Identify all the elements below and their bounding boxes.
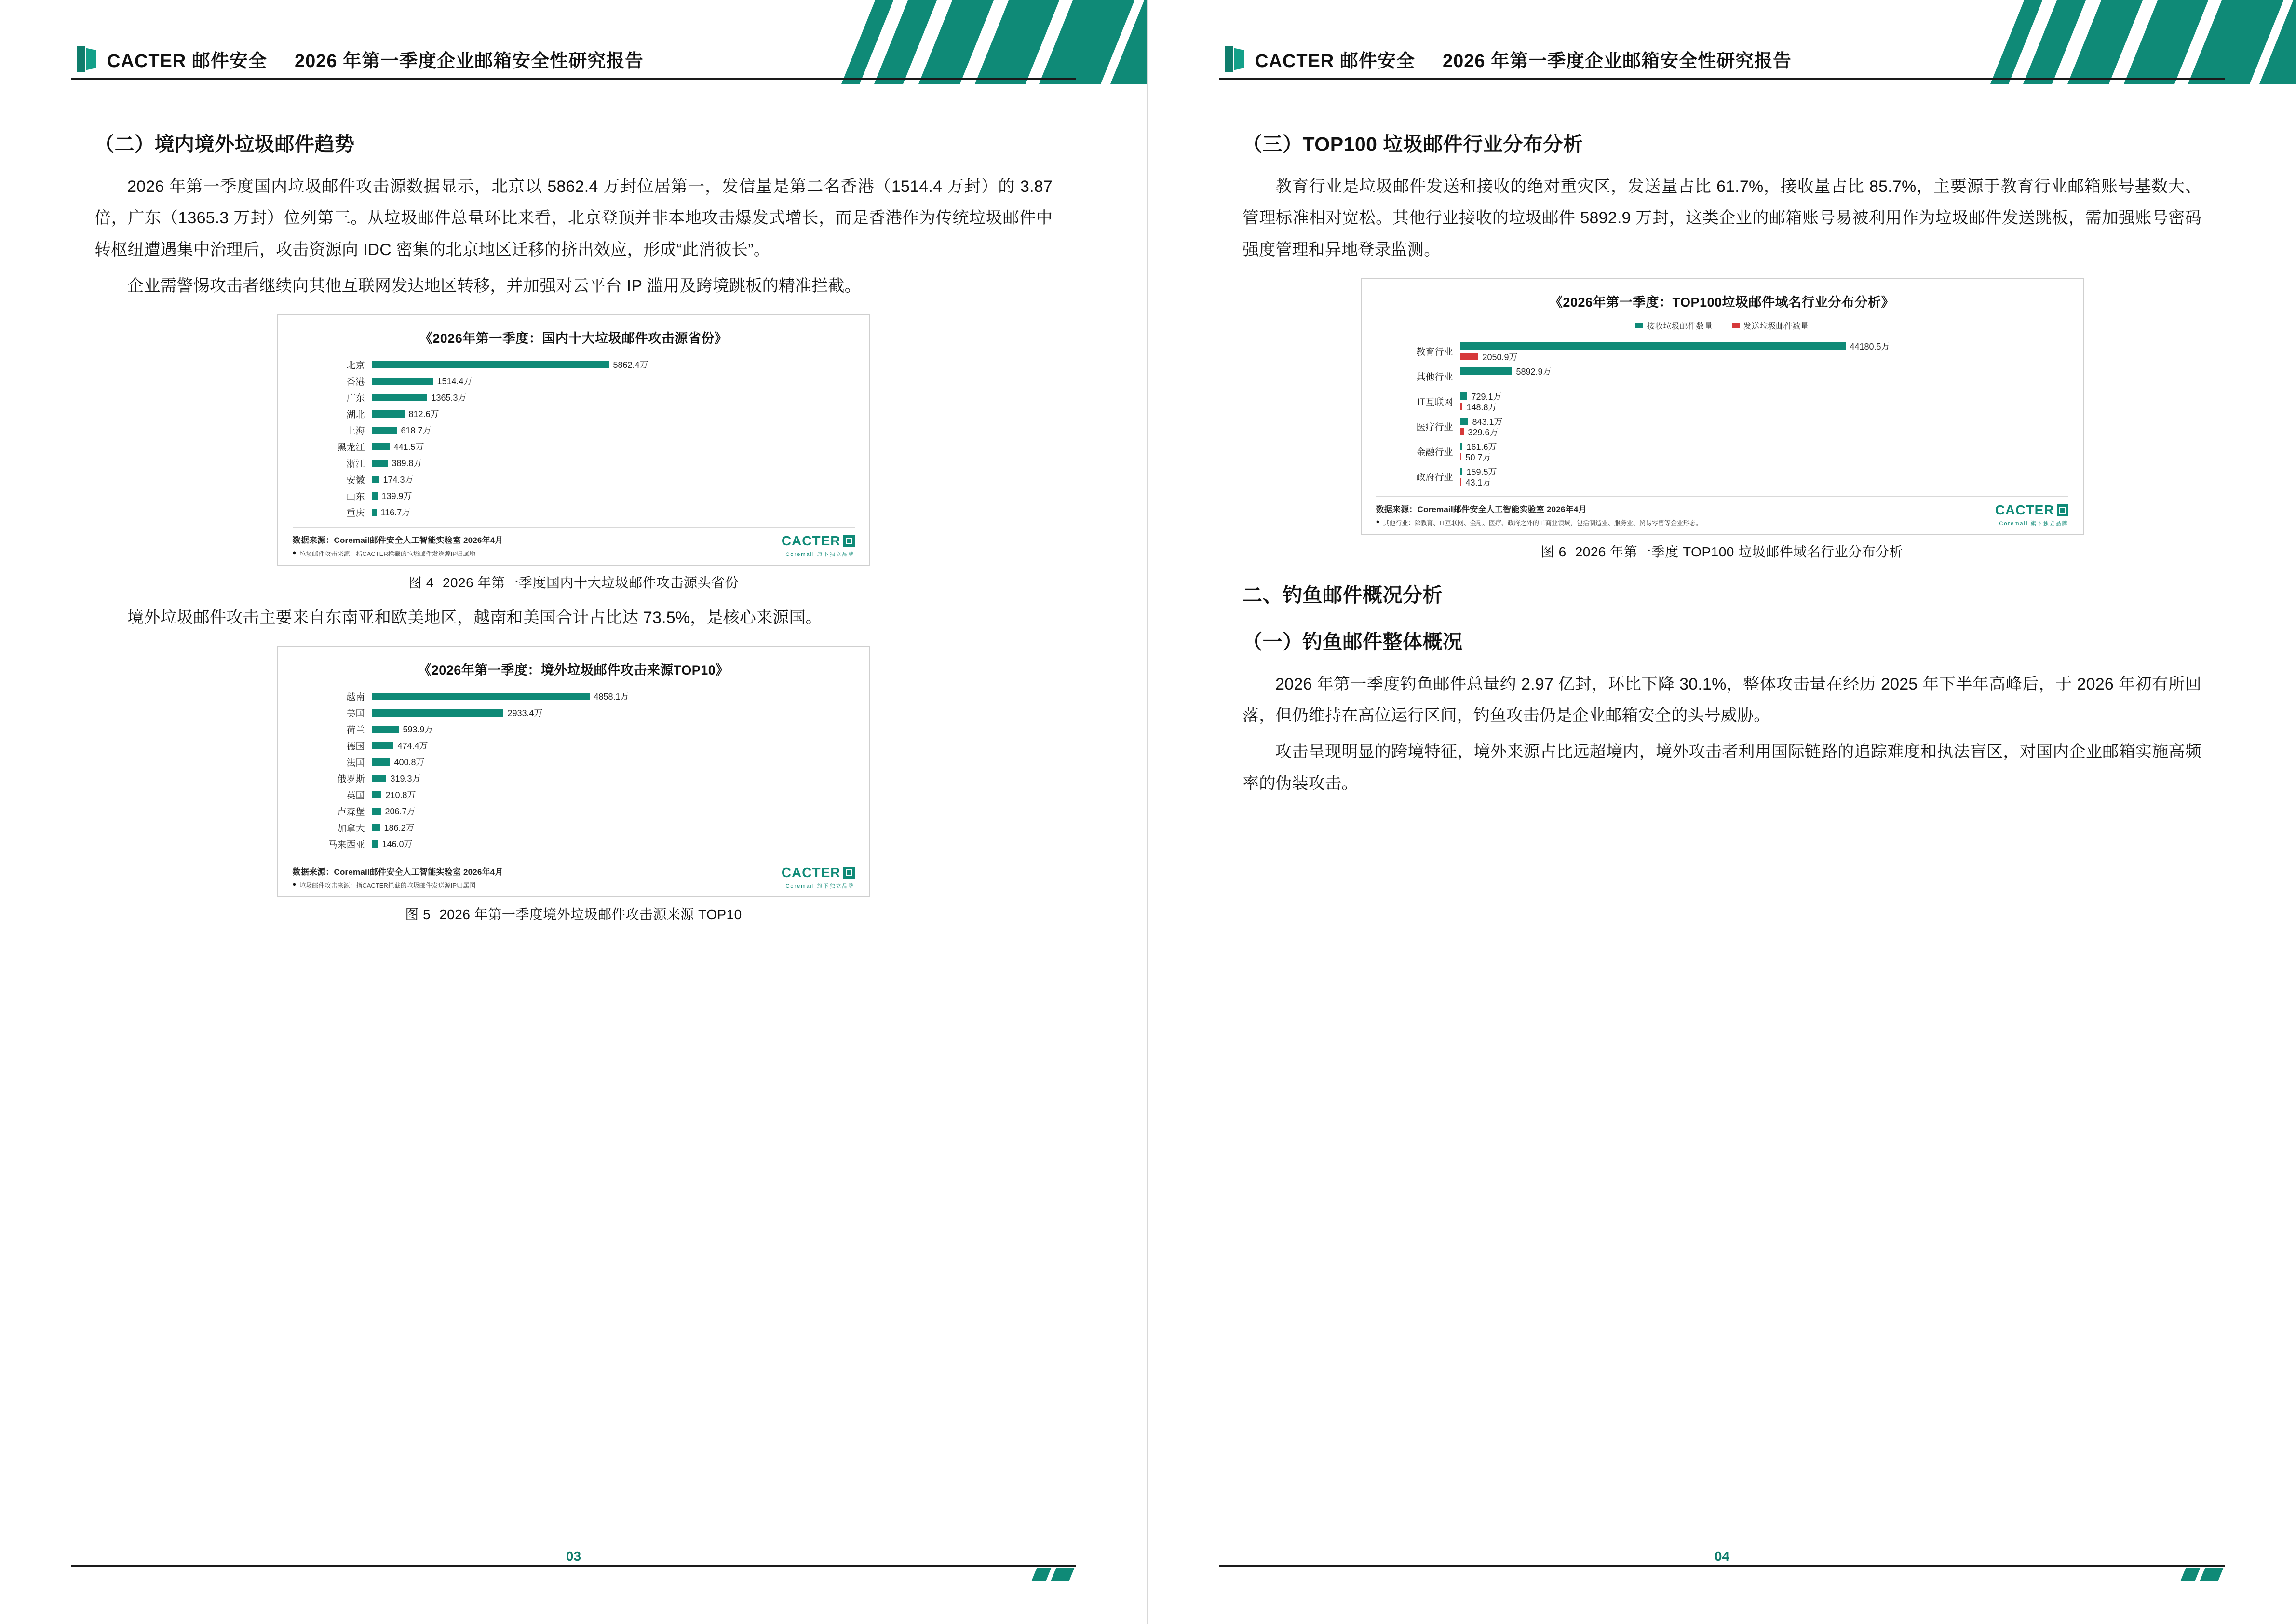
chart-row bbox=[293, 438, 855, 455]
figure-5-chart bbox=[277, 646, 870, 897]
header-divider bbox=[1219, 78, 2225, 80]
bar-value: 389.8万 bbox=[392, 459, 422, 469]
bar-value: 159.5万 bbox=[1466, 467, 1497, 477]
bar-value: 474.4万 bbox=[397, 741, 428, 751]
figure-4-caption: 图 4 2026 年第一季度国内十大垃圾邮件攻击源头省份 bbox=[408, 575, 739, 591]
brand-box-icon bbox=[2057, 504, 2068, 516]
chart-row bbox=[1376, 339, 2068, 364]
figure-4-chart bbox=[277, 314, 870, 566]
brand-subtitle: Coremail 旗下独立品牌 bbox=[785, 552, 855, 558]
chart-row bbox=[293, 770, 855, 786]
legend-item-send: 发送垃圾邮件数量 bbox=[1732, 319, 1809, 331]
chart-row bbox=[293, 786, 855, 803]
cacter-logo-icon bbox=[77, 46, 96, 72]
figure-6-legend bbox=[1376, 319, 2068, 331]
bar-label: 上海 bbox=[346, 426, 365, 436]
figure-6-chart bbox=[1361, 278, 2084, 535]
footer-divider bbox=[71, 1565, 1076, 1567]
chart-row bbox=[293, 356, 855, 373]
chart-row bbox=[293, 836, 855, 852]
footer-decoration bbox=[2170, 1568, 2228, 1581]
chart-row bbox=[293, 721, 855, 737]
bar-label: 香港 bbox=[346, 377, 365, 387]
header-brand: CACTER 邮件安全 bbox=[107, 51, 267, 71]
figure-5-bars bbox=[293, 687, 855, 852]
brand-subtitle: Coremail 旗下独立品牌 bbox=[1999, 520, 2068, 527]
bar-label: 俄罗斯 bbox=[337, 774, 365, 785]
brand-box-icon bbox=[843, 867, 855, 879]
page-header-right bbox=[1148, 0, 2296, 130]
figure-4-source: 数据来源：Coremail邮件安全人工智能实验室 2026年4月 bbox=[292, 536, 503, 545]
chart-row bbox=[293, 471, 855, 487]
bar-value: 812.6万 bbox=[408, 409, 439, 420]
chart-row bbox=[293, 803, 855, 819]
bar-label: 黑龙江 bbox=[337, 442, 365, 453]
bar-label: 荷兰 bbox=[346, 725, 365, 735]
page-number-left: 03 bbox=[566, 1549, 581, 1564]
section-title-spam-trend: （二）境内境外垃圾邮件趋势 bbox=[95, 133, 355, 155]
brand-subtitle: Coremail 旗下独立品牌 bbox=[785, 883, 855, 890]
chart-row bbox=[293, 819, 855, 836]
bar-label: 安徽 bbox=[346, 475, 365, 486]
header-report-title: 2026 年第一季度企业邮箱安全性研究报告 bbox=[295, 51, 644, 71]
chart-row bbox=[293, 704, 855, 721]
page-content-right bbox=[1243, 121, 2201, 1513]
chart-row bbox=[293, 406, 855, 422]
page-header-left bbox=[0, 0, 1147, 130]
footer-divider bbox=[1219, 1565, 2225, 1567]
figure-4-title: 《2026年第一季度：国内十大垃圾邮件攻击源省份》 bbox=[419, 331, 728, 346]
paragraph-phishing-1: 2026 年第一季度钓鱼邮件总量约 2.97 亿封，环比下降 30.1%，整体攻击量在经历 2025 年下半年高峰后，于 2026 年初有所回落，但仍维持在高位运行区间，钓鱼攻击仍是企业邮箱安全的头号威胁。 bbox=[1243, 675, 2201, 725]
bar-value: 146.0万 bbox=[382, 839, 413, 850]
bar-value: 1365.3万 bbox=[431, 393, 467, 403]
figure-6-caption: 图 6 2026 年第一季度 TOP100 垃圾邮件域名行业分布分析 bbox=[1540, 544, 1904, 559]
chart-row bbox=[293, 389, 855, 406]
page-number-right: 04 bbox=[1714, 1549, 1730, 1564]
figure-5-brand bbox=[782, 864, 855, 890]
bar-value: 5892.9万 bbox=[1516, 366, 1552, 377]
brand-box-icon bbox=[843, 535, 855, 547]
bar-label: 卢森堡 bbox=[337, 807, 365, 817]
legend-swatch-icon bbox=[1635, 323, 1643, 328]
figure-6-brand bbox=[1995, 501, 2068, 527]
paragraph-overseas-spam: 境外垃圾邮件攻击主要来自东南亚和欧美地区，越南和美国合计占比达 73.5%，是核心来源国。 bbox=[127, 609, 822, 627]
paragraph-spam-warning: 企业需警惕攻击者继续向其他互联网发达地区转移，并加强对云平台 IP 滥用及跨境跳板的精准拦截。 bbox=[127, 276, 861, 295]
bar-value: 210.8万 bbox=[385, 790, 416, 800]
section-title-phishing-overview: （一）钓鱼邮件整体概况 bbox=[1243, 630, 1463, 653]
section-title-phishing: 二、钓鱼邮件概况分析 bbox=[1243, 583, 1443, 606]
bar-label: 金融行业 bbox=[1416, 447, 1453, 458]
bar-label: 浙江 bbox=[346, 459, 365, 469]
chart-row bbox=[1376, 464, 2068, 489]
page-content-left bbox=[95, 121, 1053, 1513]
bar-value: 43.1万 bbox=[1465, 477, 1491, 487]
bar-label: 教育行业 bbox=[1416, 347, 1453, 358]
bar-value: 2050.9万 bbox=[1482, 352, 1518, 362]
bar-value: 593.9万 bbox=[403, 725, 433, 735]
bullet-icon: ● bbox=[1376, 517, 1380, 525]
bar-label: 山东 bbox=[346, 491, 365, 502]
bar-label: 政府行业 bbox=[1416, 473, 1453, 483]
bar-value: 148.8万 bbox=[1466, 402, 1497, 412]
bar-label: 湖北 bbox=[346, 409, 365, 420]
figure-4-note: ● 垃圾邮件攻击来源：指CACTER拦截的垃圾邮件发送源IP归属地 bbox=[292, 549, 476, 558]
figure-5-title: 《2026年第一季度：境外垃圾邮件攻击来源TOP10》 bbox=[418, 663, 729, 678]
chart-row bbox=[293, 455, 855, 471]
header-decoration bbox=[660, 0, 1147, 84]
bar-label: 马来西亚 bbox=[328, 839, 365, 850]
figure-divider bbox=[1376, 496, 2068, 497]
chart-row bbox=[1376, 364, 2068, 389]
header-decoration bbox=[1809, 0, 2296, 84]
bar-label: 加拿大 bbox=[337, 823, 365, 834]
bar-label: 重庆 bbox=[346, 508, 365, 518]
figure-5-caption: 图 5 2026 年第一季度境外垃圾邮件攻击源来源 TOP10 bbox=[405, 907, 742, 922]
bar-label: 医疗行业 bbox=[1416, 422, 1453, 433]
bar-value: 139.9万 bbox=[381, 491, 412, 501]
footer-decoration bbox=[1021, 1568, 1079, 1581]
bar-label: 英国 bbox=[346, 790, 365, 801]
chart-row bbox=[293, 504, 855, 520]
paragraph-phishing-2: 攻击呈现明显的跨境特征，境外来源占比远超境内，境外攻击者利用国际链路的追踪难度和执法盲区，对国内企业邮箱实施高频率的伪装攻击。 bbox=[1243, 743, 2201, 793]
figure-6-source: 数据来源：Coremail邮件安全人工智能实验室 2026年4月 bbox=[1376, 504, 1587, 514]
chart-row bbox=[1376, 414, 2068, 439]
legend-swatch-icon bbox=[1732, 323, 1740, 328]
figure-6-note: ● 其他行业：除教育、IT互联网、金融、医疗、政府之外的工商业领域，包括制造业、服务业、贸易零售等企业形态。 bbox=[1376, 517, 1702, 527]
paragraph-industry: 教育行业是垃圾邮件发送和接收的绝对重灾区，发送量占比 61.7%，接收量占比 85.7%，主要源于教育行业邮箱账号基数大、管理标准相对宽松。其他行业接收的垃圾邮件 5892.9 万封，这类企业的邮箱账号易被利用作为垃圾邮件发送跳板，需加强账号密码强度管理和异地登录监测。 bbox=[1243, 177, 2201, 259]
bar-value: 729.1万 bbox=[1471, 392, 1502, 402]
page-footer-right bbox=[1219, 1549, 2225, 1578]
chart-row bbox=[293, 373, 855, 389]
bar-label: 越南 bbox=[346, 692, 365, 703]
bullet-icon: ● bbox=[292, 880, 297, 888]
bar-value: 161.6万 bbox=[1466, 442, 1497, 452]
legend-item-receive: 接收垃圾邮件数量 bbox=[1635, 319, 1713, 331]
bar-value: 329.6万 bbox=[1468, 427, 1499, 437]
bar-value: 206.7万 bbox=[385, 807, 416, 817]
figure-4-brand bbox=[782, 532, 855, 558]
figure-divider bbox=[293, 527, 855, 528]
figure-6-title: 《2026年第一季度：TOP100垃圾邮件域名行业分布分析》 bbox=[1549, 295, 1895, 310]
bar-label: IT互联网 bbox=[1417, 397, 1453, 408]
bar-label: 法国 bbox=[346, 758, 365, 768]
brand-name: CACTER bbox=[781, 533, 841, 549]
figure-5-source: 数据来源：Coremail邮件安全人工智能实验室 2026年4月 bbox=[292, 867, 503, 877]
bar-value: 843.1万 bbox=[1472, 417, 1503, 427]
cacter-logo-icon bbox=[1225, 46, 1244, 72]
chart-row bbox=[293, 688, 855, 704]
bar-label: 广东 bbox=[346, 393, 365, 404]
bar-value: 116.7万 bbox=[380, 508, 411, 518]
page-right bbox=[1148, 0, 2296, 1624]
chart-row bbox=[293, 487, 855, 504]
brand-name: CACTER bbox=[1995, 502, 2054, 517]
chart-row bbox=[293, 754, 855, 770]
bar-label: 其他行业 bbox=[1416, 372, 1453, 383]
bar-value: 4858.1万 bbox=[594, 692, 629, 702]
bar-value: 400.8万 bbox=[394, 758, 425, 768]
bar-value: 319.3万 bbox=[390, 774, 421, 784]
bar-label: 美国 bbox=[346, 708, 365, 719]
header-report-title: 2026 年第一季度企业邮箱安全性研究报告 bbox=[1443, 51, 1792, 71]
bar-value: 5862.4万 bbox=[613, 360, 648, 370]
chart-row bbox=[1376, 389, 2068, 414]
bar-value: 50.7万 bbox=[1465, 452, 1491, 462]
chart-row bbox=[293, 737, 855, 754]
bar-value: 174.3万 bbox=[383, 475, 414, 485]
header-divider bbox=[71, 78, 1076, 80]
page-footer-left bbox=[71, 1549, 1076, 1578]
bar-label: 北京 bbox=[346, 360, 365, 371]
bullet-icon: ● bbox=[292, 549, 297, 556]
bar-label: 德国 bbox=[346, 741, 365, 752]
chart-row bbox=[293, 422, 855, 438]
bar-value: 186.2万 bbox=[384, 823, 415, 833]
figure-6-bars bbox=[1376, 338, 2068, 489]
bar-value: 1514.4万 bbox=[437, 377, 473, 387]
figure-5-note: ● 垃圾邮件攻击来源：指CACTER拦截的垃圾邮件发送源IP归属国 bbox=[292, 880, 476, 890]
bar-value: 618.7万 bbox=[401, 426, 432, 436]
figure-4-bars bbox=[293, 355, 855, 520]
bar-value: 441.5万 bbox=[393, 442, 424, 452]
bar-value: 44180.5万 bbox=[1850, 341, 1890, 352]
bar-value: 2933.4万 bbox=[507, 708, 543, 718]
chart-row bbox=[1376, 439, 2068, 464]
paragraph-spam-domestic: 2026 年第一季度国内垃圾邮件攻击源数据显示，北京以 5862.4 万封位居第一，发信量是第二名香港（1514.4 万封）的 3.87 倍，广东（1365.3 万封）位列第三。从垃圾邮件总量环比来看，北京登顶并非本地攻击爆发式增长，而是香港作为传统垃圾邮件中转枢纽遭遇集中治理后，攻击资源向 IDC 密集的北京地区迁移的挤出效应，形成“此消彼长”。 bbox=[95, 177, 1053, 259]
header-brand: CACTER 邮件安全 bbox=[1255, 51, 1415, 71]
brand-name: CACTER bbox=[781, 865, 841, 880]
section-title-top100: （三）TOP100 垃圾邮件行业分布分析 bbox=[1243, 133, 1583, 155]
